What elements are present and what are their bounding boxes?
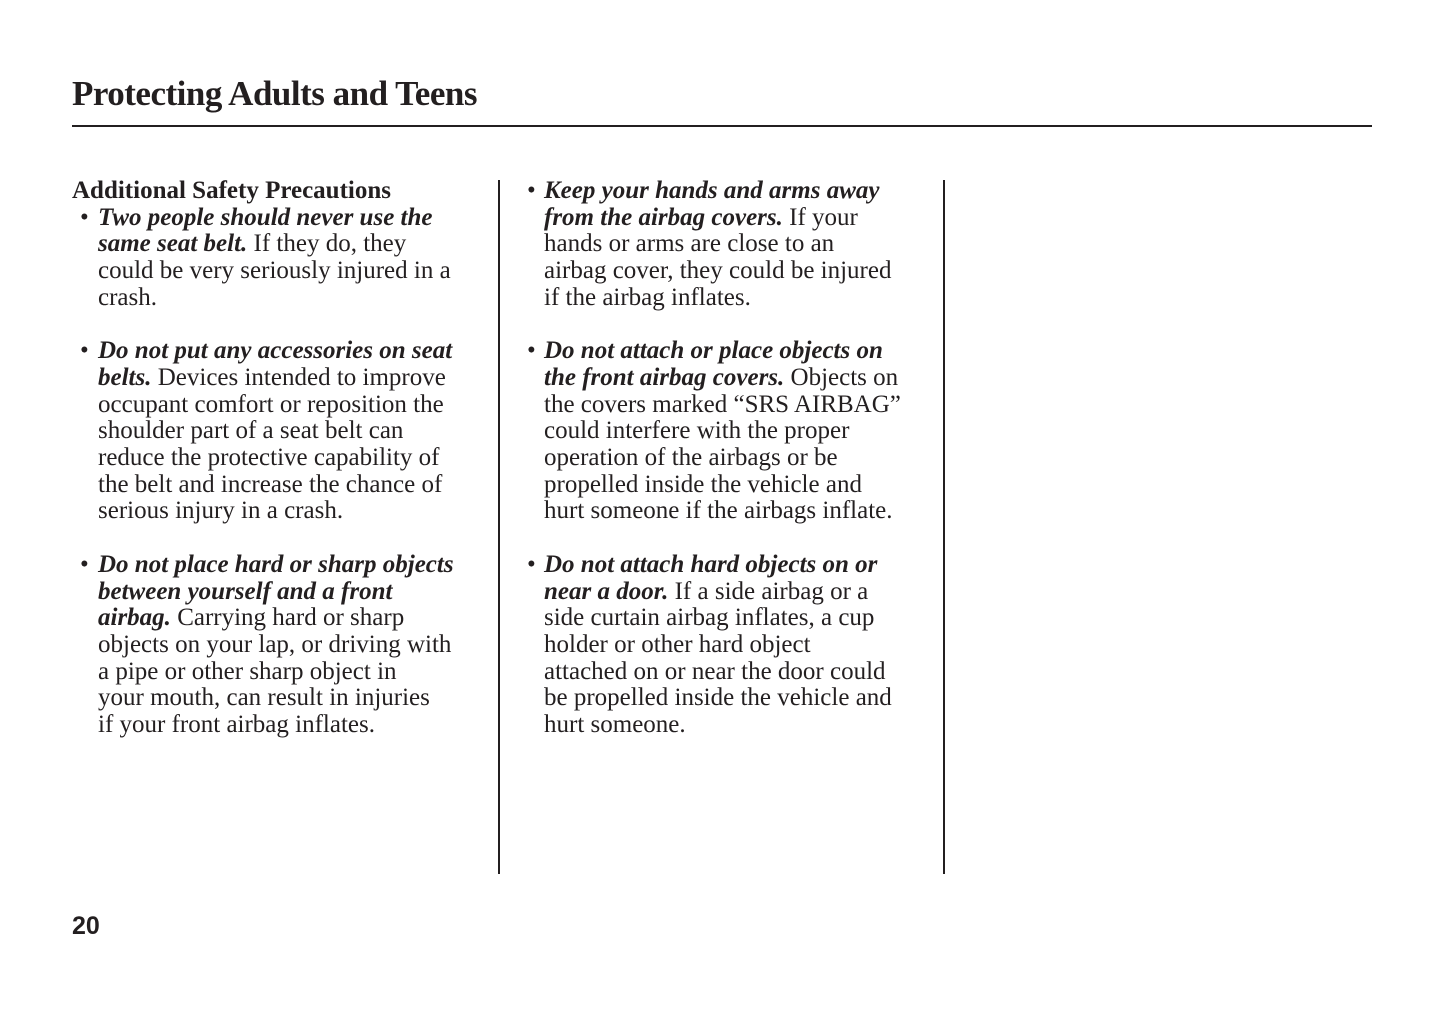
item-body: If they do, they could be very seriously injured in a crash. [98, 230, 451, 311]
page-number: 20 [72, 912, 100, 940]
list-item [72, 338, 487, 525]
bullet-icon: • [527, 337, 536, 365]
item-body: If your hands or arms are close to an airbag cover, they could be injured if the airbag inflates. [544, 203, 892, 311]
item-lead: Do not attach hard objects on or near a door. [544, 550, 878, 605]
column-divider [943, 180, 945, 874]
list-item [527, 552, 937, 739]
bullet-icon: • [80, 203, 89, 231]
column-left [72, 178, 487, 765]
page-title: Protecting Adults and Teens [72, 74, 477, 113]
list-item [527, 178, 937, 312]
item-body: If a side airbag or a side curtain airbag inflates, a cup holder or other hard object attached on or near the door could be propelled inside the vehicle and hurt someone. [544, 577, 892, 739]
item-body: Carrying hard or sharp objects on your lap, or driving with a pipe or other sharp object in your mouth, can result in injuries if your front airbag inflates. [98, 604, 452, 739]
list-item [72, 552, 487, 739]
item-lead: Keep your hands and arms away from the airbag covers. [544, 177, 880, 231]
list-item [527, 338, 937, 525]
list-item [72, 205, 487, 312]
item-body: Objects on the covers marked “SRS AIRBAG” could interfere with the proper operation of the airbags or be propelled inside the vehicle and hurt someone if the airbags inflate. [544, 363, 901, 525]
bullet-icon: • [80, 337, 89, 365]
bullet-icon: • [527, 550, 536, 578]
column-middle [527, 178, 937, 765]
item-lead: Do not put any accessories on seat belts. [98, 337, 453, 391]
section-heading: Additional Safety Precautions [72, 177, 391, 204]
item-body: Devices intended to improve occupant comfort or reposition the shoulder part of a seat belt can reduce the protective capability of the belt and increase the chance of serious injury in a crash. [98, 363, 446, 525]
bullet-icon: • [80, 550, 89, 578]
title-rule [72, 125, 1372, 127]
item-lead: Two people should never use the same seat belt. [98, 203, 433, 258]
column-divider [498, 180, 500, 874]
item-lead: Do not place hard or sharp objects between yourself and a front airbag. [98, 550, 454, 632]
item-lead: Do not attach or place objects on the front airbag covers. [544, 337, 883, 391]
bullet-icon: • [527, 177, 536, 204]
